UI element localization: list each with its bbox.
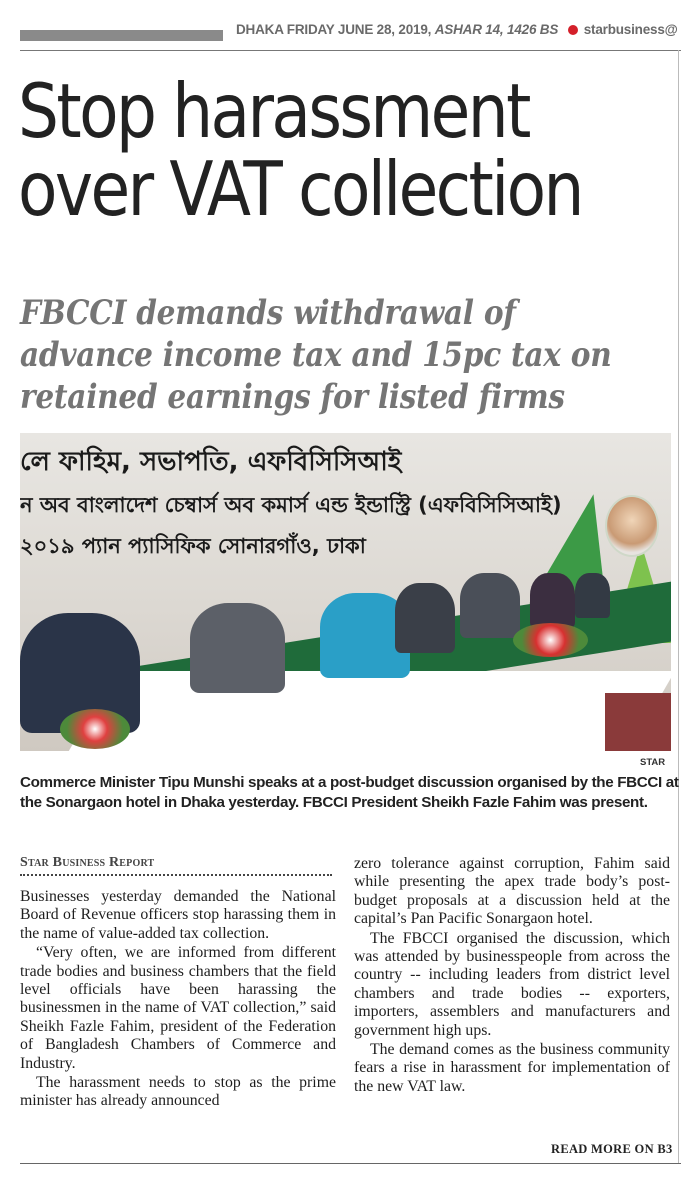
flower-arrangement <box>513 623 588 657</box>
bottom-rule <box>20 1163 681 1164</box>
red-dot-icon <box>568 25 578 35</box>
headline-line-1: Stop harassment <box>18 67 529 155</box>
masthead-rule <box>20 50 681 51</box>
read-more-jump: READ MORE ON B3 <box>551 1142 673 1156</box>
photo-caption: Commerce Minister Tipu Munshi speaks at a post-budget discussion organised by the FBCCI at the Sonargaon hotel in Dhaka yesterday. FBCCI President Sheikh Fazle Fahim was present. <box>20 774 679 811</box>
photo-credit: STAR <box>640 757 666 768</box>
dateline <box>236 22 678 37</box>
flower-arrangement <box>60 709 130 749</box>
column-rule-right <box>678 50 679 1163</box>
panelist-figure <box>395 583 455 653</box>
banner-text-line-1: লে ফাহিম, সভাপতি, এফবিসিসিআই <box>20 447 402 477</box>
panelist-figure <box>460 573 520 638</box>
dateline-main: DHAKA FRIDAY JUNE 28, 2019, <box>236 22 432 37</box>
panelist-figure <box>575 573 610 618</box>
paragraph: zero tolerance against corruption, Fahim said while presenting the apex trade body’s post-budget proposals at a discussion held at the capital’s Pan Pacific Sonargaon hotel. <box>354 855 670 928</box>
headline <box>18 67 587 233</box>
subheadline <box>20 292 612 418</box>
byline-dotted-rule <box>20 874 332 876</box>
subhead-line-3: retained earnings for listed firms <box>20 377 565 417</box>
carpet <box>605 693 671 751</box>
paragraph: The demand comes as the business community fears a rise in harassment for implementation of the new VAT law. <box>354 1041 670 1095</box>
news-photo <box>20 433 671 751</box>
dateline-bangla-date: ASHAR 14, 1426 BS <box>434 22 559 37</box>
paragraph: “Very often, we are informed from different trade bodies and business chambers that the field level officials have been harassing the businessmen in the name of VAT collection,” said Sheikh Fazle Fahim, president of the Federation of Bangladesh Chambers of Commerce and Industry. <box>20 944 336 1072</box>
panelist-figure <box>530 573 575 628</box>
portrait-graphic <box>605 495 659 557</box>
paragraph: Businesses yesterday demanded the National Board of Revenue officers stop harassing them in the name of value-added tax collection. <box>20 888 336 942</box>
banner-text-line-2: ন অব বাংলাদেশ চেম্বার্স অব কমার্স এন্ড ইন্ডাস্ট্রি (এফবিসিসিআই) <box>20 493 562 517</box>
head-table-white-skirt <box>69 671 671 751</box>
subhead-line-2: advance income tax and 15pc tax on <box>20 335 612 375</box>
masthead-gray-rule <box>20 30 223 41</box>
article-column-1 <box>20 888 336 1111</box>
subhead-line-1: FBCCI demands withdrawal of <box>20 293 516 333</box>
section-name: starbusiness@ <box>583 22 678 37</box>
paragraph: The harassment needs to stop as the prime minister has already announced <box>20 1074 336 1110</box>
paragraph: The FBCCI organised the discussion, which was attended by businesspeople from across the country -- including leaders from district level chambers and trade bodies -- exporters, importers, assemblers and manufacturers and government high ups. <box>354 929 670 1039</box>
panelist-figure <box>190 603 285 693</box>
byline: Star Business Report <box>20 855 155 870</box>
banner-text-line-3: ২০১৯ প্যান প্যাসিফিক সোনারগাঁও, ঢাকা <box>20 534 366 558</box>
masthead <box>0 14 681 50</box>
article-column-2 <box>354 855 670 1096</box>
headline-line-2: over VAT collection <box>18 145 582 233</box>
